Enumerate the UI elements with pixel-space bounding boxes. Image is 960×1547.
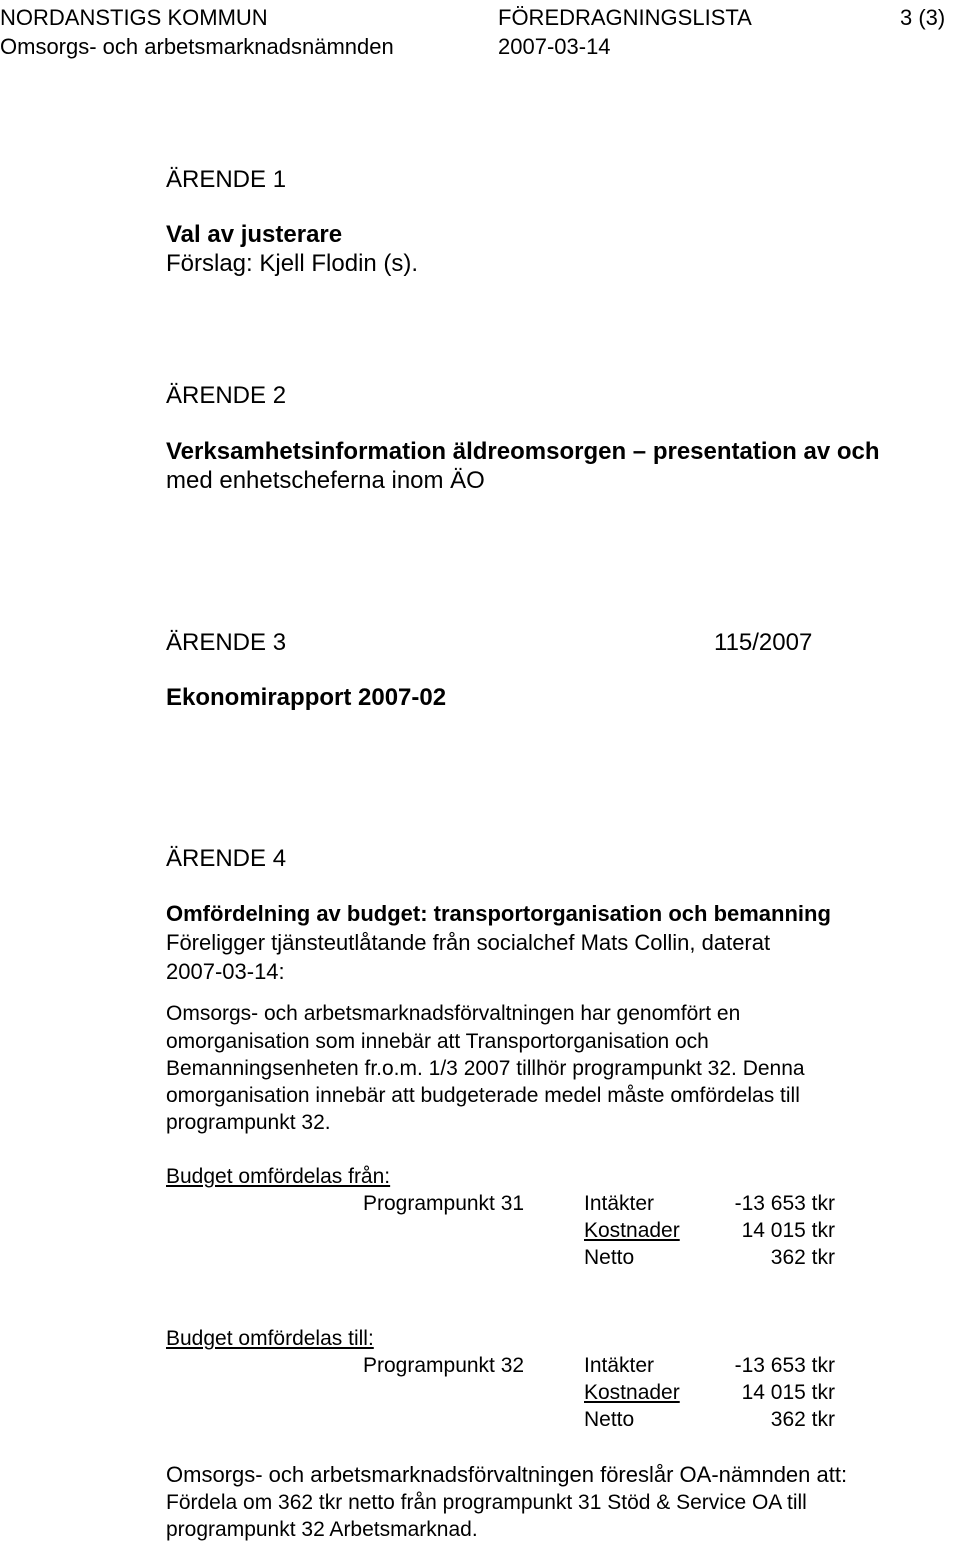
item1-text: Förslag: Kjell Flodin (s). bbox=[166, 250, 419, 277]
budget-from-program: Programpunkt 31 bbox=[363, 1192, 525, 1215]
budget-to-program: Programpunkt 32 bbox=[363, 1354, 525, 1377]
header-page-number: 3 (3) bbox=[900, 5, 946, 30]
budget-to-label: Budget omfördelas till: bbox=[166, 1327, 374, 1350]
item4-intro-line1: Föreligger tjänsteutlåtande från socialchef Mats Collin, daterat bbox=[166, 930, 771, 955]
item4-body-line2: omorganisation som innebär att Transportorganisation och bbox=[166, 1030, 709, 1053]
item3-title: Ekonomirapport 2007-02 bbox=[166, 684, 447, 711]
header-doc-type: FÖREDRAGNINGSLISTA bbox=[498, 5, 752, 30]
budget-to-row-value: 362 tkr bbox=[770, 1408, 835, 1431]
item4-intro-line2: 2007-03-14: bbox=[166, 959, 285, 984]
item3-number: 115/2007 bbox=[714, 629, 813, 656]
proposal-lead: Omsorgs- och arbetsmarknadsförvaltningen föreslår OA-nämnden att: bbox=[166, 1462, 848, 1487]
item2-title-line2: med enhetscheferna inom ÄO bbox=[166, 467, 485, 494]
item1-heading: ÄRENDE 1 bbox=[166, 166, 287, 193]
item4-body-line1: Omsorgs- och arbetsmarknadsförvaltningen har genomfört en bbox=[166, 1002, 741, 1025]
budget-from-row-value: -13 653 tkr bbox=[734, 1192, 835, 1215]
budget-to-row-underlined bbox=[584, 1382, 835, 1403]
budget-from-row-label: Kostnader bbox=[584, 1219, 680, 1242]
item4-body-line3: Bemanningsenheten fr.o.m. 1/3 2007 tillhör programpunkt 32. Denna bbox=[166, 1057, 805, 1080]
item4-heading: ÄRENDE 4 bbox=[166, 845, 287, 872]
item4-body-line4: omorganisation innebär att budgeterade medel måste omfördelas till bbox=[166, 1084, 800, 1107]
budget-to-row-value: -13 653 tkr bbox=[734, 1354, 835, 1377]
item4-body-line5: programpunkt 32. bbox=[166, 1111, 331, 1134]
item3-heading: ÄRENDE 3 bbox=[166, 629, 287, 656]
proposal-line1: Fördela om 362 tkr netto från programpunkt 31 Stöd & Service OA till bbox=[166, 1491, 807, 1514]
header-date: 2007-03-14 bbox=[498, 34, 611, 59]
budget-from-row-label: Netto bbox=[584, 1246, 635, 1269]
budget-from-row-label: Intäkter bbox=[584, 1192, 655, 1215]
budget-to-row-label: Netto bbox=[584, 1408, 635, 1431]
budget-to-row-value: 14 015 tkr bbox=[741, 1381, 835, 1404]
budget-to-row-label: Intäkter bbox=[584, 1354, 655, 1377]
item4-title: Omfördelning av budget: transportorganisation och bemanning bbox=[166, 901, 831, 926]
item2-title-line1: Verksamhetsinformation äldreomsorgen – presentation av och bbox=[166, 438, 880, 465]
budget-from-label: Budget omfördelas från: bbox=[166, 1165, 391, 1188]
item2-heading: ÄRENDE 2 bbox=[166, 382, 287, 409]
budget-from-row-value: 14 015 tkr bbox=[741, 1219, 835, 1242]
item1-title: Val av justerare bbox=[166, 221, 343, 248]
budget-from-row-value: 362 tkr bbox=[770, 1246, 835, 1269]
header-org: NORDANSTIGS KOMMUN bbox=[0, 5, 268, 30]
header-committee: Omsorgs- och arbetsmarknadsnämnden bbox=[0, 34, 394, 59]
budget-from-row-underlined bbox=[584, 1220, 835, 1241]
budget-to-row-label: Kostnader bbox=[584, 1381, 680, 1404]
proposal-line2: programpunkt 32 Arbetsmarknad. bbox=[166, 1518, 478, 1541]
